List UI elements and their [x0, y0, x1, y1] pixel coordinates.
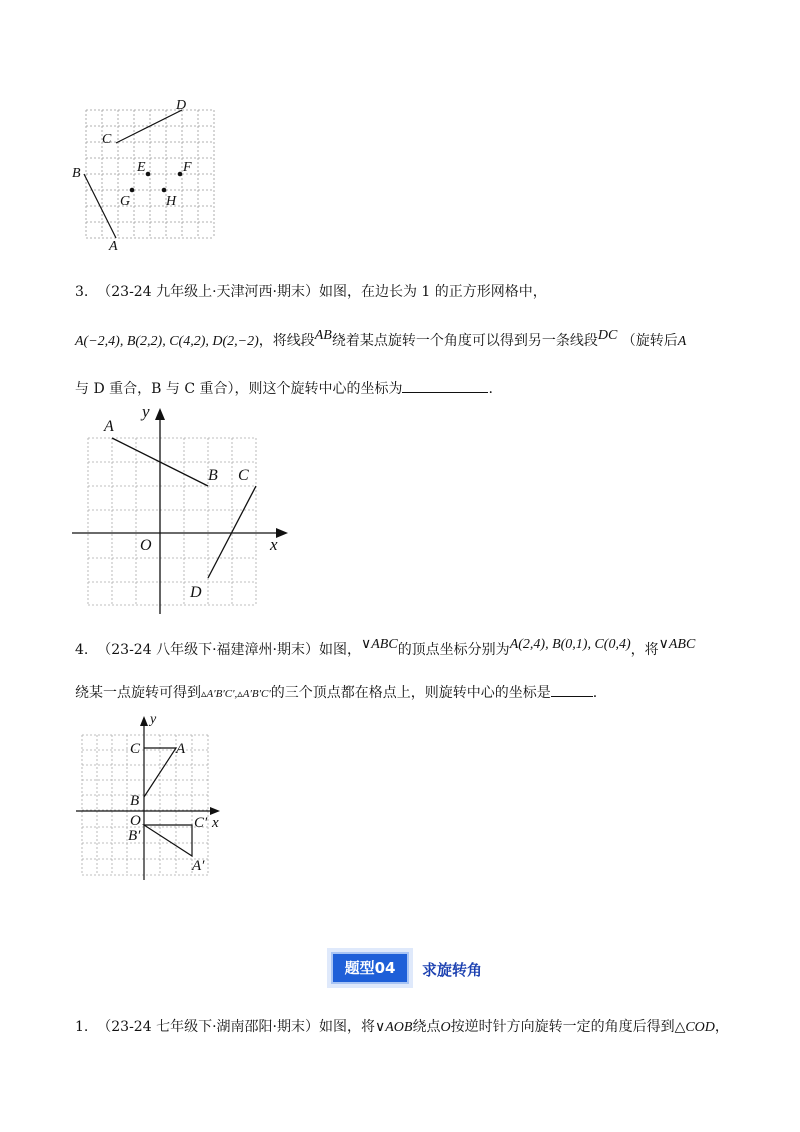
- label-x: x: [212, 815, 219, 831]
- q4-answer-blank[interactable]: [551, 682, 593, 697]
- point-H: [162, 188, 167, 193]
- q3-line2: [75, 328, 687, 352]
- q4-tri2: ∨ABC: [658, 637, 696, 652]
- q3-text2c: （旋转后: [621, 333, 678, 349]
- x-axis-arrow: [210, 807, 220, 815]
- label-C: C: [130, 741, 141, 757]
- label-D: D: [176, 98, 187, 113]
- section-badge: [327, 948, 413, 988]
- q1-tri2: △COD: [674, 1020, 715, 1035]
- label-A: A: [104, 418, 114, 435]
- label-y: y: [150, 712, 157, 727]
- label-C: C: [102, 132, 112, 147]
- q4-text1c: ，将: [630, 642, 659, 658]
- q3-line1: [75, 282, 547, 302]
- label-O: O: [130, 813, 141, 829]
- q1-line1: [75, 1017, 729, 1038]
- label-A: A: [109, 239, 118, 254]
- label-E: E: [137, 160, 146, 175]
- label-x: x: [270, 535, 278, 554]
- q3-end: .: [488, 381, 493, 397]
- label-F: F: [183, 160, 192, 175]
- q3-seg-AB: AB: [314, 328, 332, 343]
- y-axis-arrow: [140, 716, 148, 726]
- q4-line1: [75, 637, 696, 661]
- q3-coords: A(−2,4), B(2,2), C(4,2), D(2,−2): [75, 334, 259, 349]
- badge-label: 题型04: [331, 952, 409, 984]
- x-axis-arrow: [276, 528, 288, 538]
- q1-tri: ∨AOB: [374, 1020, 413, 1035]
- q3-line3: [75, 378, 493, 399]
- label-O: O: [140, 537, 152, 554]
- figure-3-coordinate-grid: [72, 710, 232, 880]
- triangle-A2B2C2: [144, 825, 192, 856]
- q4-text2b: 的三个顶点都在格点上，则旋转中心的坐标是: [270, 685, 551, 701]
- q3-source: （23-24 九年级上·天津河西·期末）如图，在边长为 1 的正方形网格中，: [97, 284, 547, 300]
- q4-line2: [75, 682, 597, 704]
- q3-text2b: 绕着某点旋转一个角度可以得到另一条线段: [331, 333, 598, 349]
- q1-number: 1.: [75, 1019, 89, 1035]
- label-C-prime: C′: [194, 815, 208, 831]
- label-B-prime: B′: [128, 828, 141, 844]
- q1-end: ，: [714, 1019, 729, 1035]
- segment-CD: [116, 110, 182, 143]
- q1-pointO: O: [440, 1020, 451, 1035]
- figure-1-grid: [70, 95, 220, 255]
- y-axis-arrow: [155, 408, 165, 420]
- label-B: B: [130, 793, 140, 809]
- q3-pointA: A: [677, 334, 687, 349]
- q3-number: 3.: [75, 284, 89, 300]
- q1-source: （23-24 七年级下·湖南邵阳·期末）如图，将: [97, 1019, 375, 1035]
- label-B: B: [72, 166, 81, 181]
- label-H: H: [166, 194, 177, 209]
- q4-tri: ∨ABC: [360, 637, 398, 652]
- q4-tri3: ▵A′B′C′,▵A′B′C′: [201, 688, 271, 700]
- q1-text1c: 按逆时针方向旋转一定的角度后得到: [450, 1019, 675, 1035]
- figure-2-coordinate-grid: [68, 400, 298, 620]
- q3-answer-blank[interactable]: [402, 378, 488, 393]
- label-y: y: [142, 402, 150, 421]
- point-G: [130, 188, 135, 193]
- q4-number: 4.: [75, 642, 89, 658]
- point-E: [146, 172, 151, 177]
- q4-text1b: 的顶点坐标分别为: [397, 642, 510, 658]
- section-title: 求旋转角: [422, 961, 483, 979]
- label-G: G: [120, 194, 131, 209]
- q1-text1b: 绕点: [412, 1019, 441, 1035]
- label-C: C: [238, 467, 249, 484]
- label-D: D: [190, 584, 202, 601]
- label-B: B: [208, 467, 218, 484]
- q4-text2a: 绕某一点旋转可得到: [75, 685, 201, 701]
- q4-coords: A(2,4), B(0,1), C(0,4): [509, 637, 631, 652]
- label-A-prime: A′: [192, 858, 205, 874]
- point-F: [178, 172, 183, 177]
- q3-text2a: ，将线段: [258, 333, 315, 349]
- q3-text3: 与 D 重合，B 与 C 重合），则这个旋转中心的坐标为: [75, 381, 403, 397]
- q4-source: （23-24 八年级下·福建漳州·期末）如图，: [97, 642, 361, 658]
- q3-seg-DC: DC: [597, 328, 618, 343]
- q4-end: .: [592, 685, 598, 701]
- label-A: A: [176, 741, 186, 757]
